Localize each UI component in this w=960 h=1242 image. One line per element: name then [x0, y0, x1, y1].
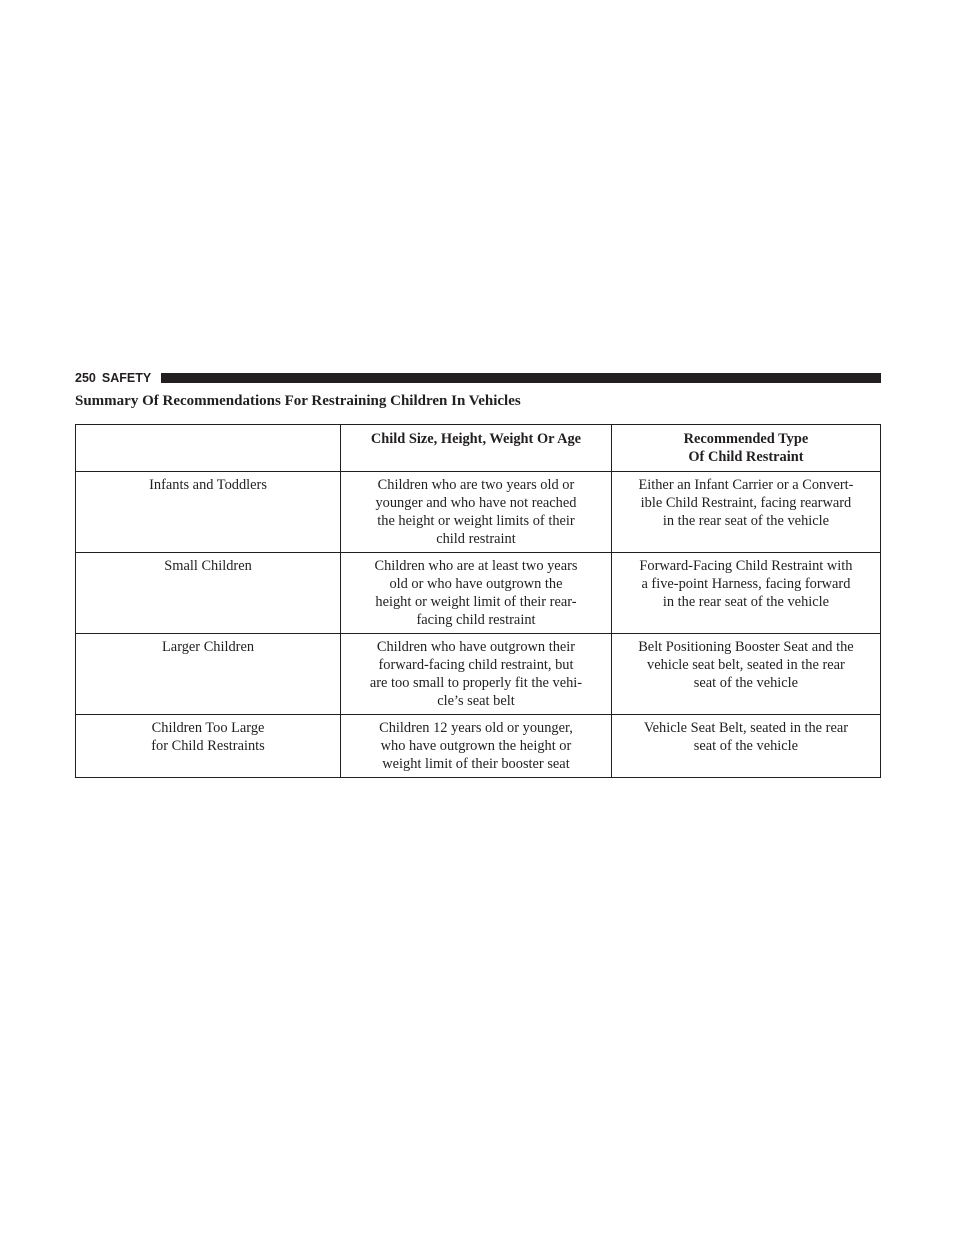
header-child-size — [341, 425, 612, 472]
cell-line: Children who have outgrown their — [376, 639, 576, 655]
cell-line: Forward-Facing Child Restraint with — [639, 558, 853, 574]
cell-line: seat of the vehicle — [693, 738, 799, 754]
row-category — [76, 472, 341, 553]
cell-line: are too small to properly fit the vehi- — [369, 675, 583, 691]
header-blank — [76, 425, 341, 472]
header-rule — [161, 373, 881, 383]
cell-line: in the rear seat of the vehicle — [662, 594, 830, 610]
cell-line: a five-point Harness, facing forward — [641, 576, 851, 592]
row-size — [341, 472, 612, 553]
table-header-row — [76, 425, 881, 472]
cell-line: height or weight limit of their rear- — [375, 594, 577, 610]
table-row — [76, 553, 881, 634]
row-type — [611, 472, 880, 553]
cell-line: Small Children — [164, 558, 252, 574]
row-category — [76, 553, 341, 634]
cell-line: in the rear seat of the vehicle — [662, 513, 830, 529]
page-header — [75, 371, 881, 385]
header-recommended-type — [611, 425, 880, 472]
table-row — [76, 472, 881, 553]
cell-line: vehicle seat belt, seated in the rear — [647, 657, 845, 673]
table-title: Summary Of Recommendations For Restraining Children In Vehicles — [75, 393, 521, 409]
header-line: Child Size, Height, Weight Or Age — [370, 431, 582, 447]
cell-line: Vehicle Seat Belt, seated in the rear — [643, 720, 849, 736]
page-number: 250 — [75, 371, 96, 385]
cell-line: Children 12 years old or younger, — [379, 720, 573, 736]
recommendations-table — [75, 424, 881, 778]
row-category — [76, 715, 341, 778]
header-line: Recommended Type — [683, 431, 809, 447]
table-row — [76, 715, 881, 778]
cell-line: old or who have outgrown the — [389, 576, 563, 592]
cell-line: child restraint — [436, 531, 516, 547]
cell-line: who have outgrown the height or — [380, 738, 572, 754]
cell-line: weight limit of their booster seat — [382, 756, 570, 772]
row-size — [341, 715, 612, 778]
row-type — [611, 715, 880, 778]
cell-line: younger and who have not reached — [375, 495, 577, 511]
header-line: Of Child Restraint — [688, 449, 804, 465]
cell-line: seat of the vehicle — [693, 675, 799, 691]
cell-line: facing child restraint — [416, 612, 536, 628]
cell-line: the height or weight limits of their — [377, 513, 575, 529]
row-size — [341, 634, 612, 715]
row-type — [611, 634, 880, 715]
cell-line: Infants and Toddlers — [149, 477, 267, 493]
cell-line: Belt Positioning Booster Seat and the — [638, 639, 854, 655]
row-size — [341, 553, 612, 634]
cell-line: forward-facing child restraint, but — [378, 657, 574, 673]
row-type — [611, 553, 880, 634]
cell-line: Larger Children — [162, 639, 255, 655]
section-title: SAFETY — [101, 371, 152, 385]
cell-line: cle’s seat belt — [437, 693, 515, 709]
cell-line: Either an Infant Carrier or a Convert- — [638, 477, 854, 493]
cell-line: ible Child Restraint, facing rearward — [640, 495, 852, 511]
cell-line: Children who are two years old or — [377, 477, 575, 493]
cell-line: Children Too Large — [151, 720, 265, 736]
cell-line: Children who are at least two years — [374, 558, 578, 574]
table-row — [76, 634, 881, 715]
row-category — [76, 634, 341, 715]
cell-line: for Child Restraints — [151, 738, 265, 754]
